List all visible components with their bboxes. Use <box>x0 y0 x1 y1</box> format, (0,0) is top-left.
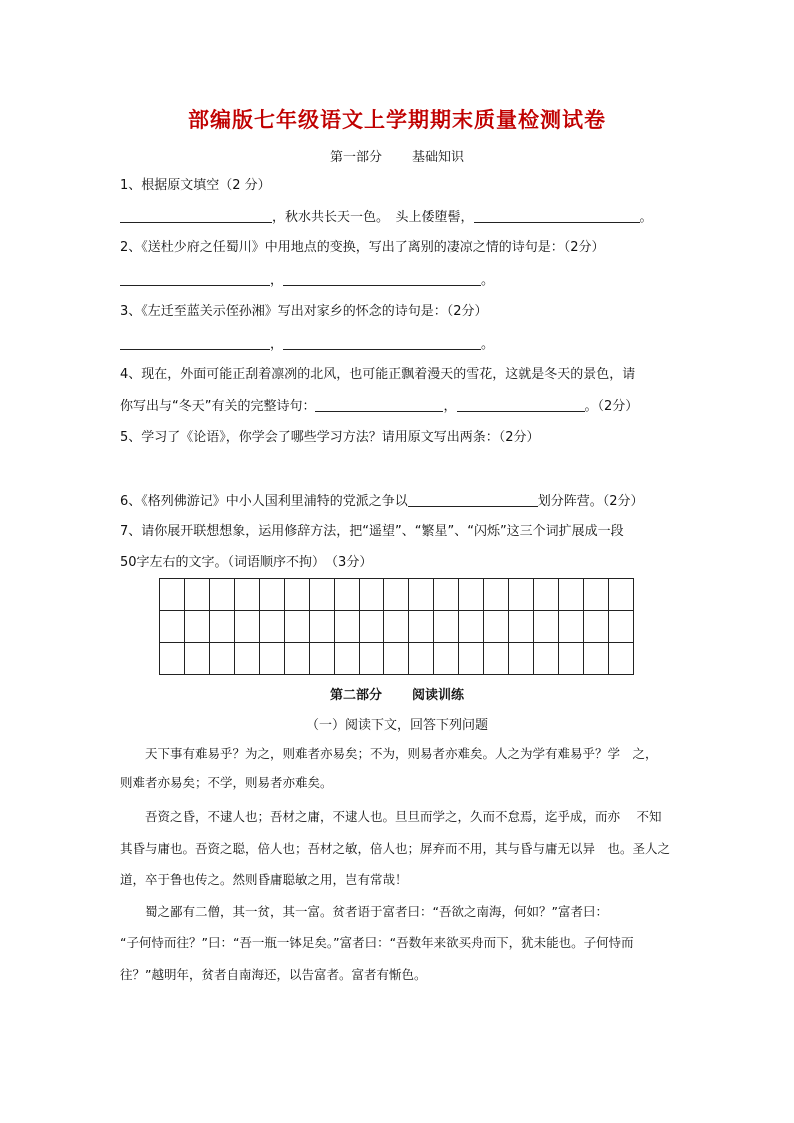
grid-cell[interactable] <box>359 643 384 675</box>
q4-fill-line <box>120 397 638 416</box>
grid-cell[interactable] <box>534 579 559 611</box>
grid-cell[interactable] <box>608 579 633 611</box>
grid-cell[interactable] <box>234 579 259 611</box>
grid-cell[interactable] <box>384 579 409 611</box>
grid-cell[interactable] <box>409 611 434 643</box>
grid-cell[interactable] <box>608 611 633 643</box>
grid-cell[interactable] <box>484 579 509 611</box>
grid-cell[interactable] <box>384 611 409 643</box>
reading1-p1-line1: 天下事有难易乎？为之，则难者亦易矣；不为，则易者亦难矣。人之为学有难易乎？学 之， <box>120 746 658 761</box>
grid-cell[interactable] <box>359 579 384 611</box>
grid-cell[interactable] <box>509 643 534 675</box>
q2-sep: ， <box>270 273 284 288</box>
grid-cell[interactable] <box>309 579 334 611</box>
q4-line1: 4、现在，外面可能正刮着凛冽的北风，也可能正飘着漫天的雪花，这就是冬天的景色，请 <box>120 367 636 382</box>
grid-cell[interactable] <box>484 611 509 643</box>
q6-line <box>120 492 644 511</box>
grid-row <box>160 643 634 675</box>
grid-cell[interactable] <box>309 643 334 675</box>
reading1-p2-line3: 道，卒于鲁也传之。然则昏庸聪敏之用，岂有常哉！ <box>120 872 408 887</box>
grid-cell[interactable] <box>359 611 384 643</box>
exam-title: 部编版七年级语文上学期期末质量检测试卷 <box>188 107 606 132</box>
grid-cell[interactable] <box>234 643 259 675</box>
q6-end: 划分阵营。（2分） <box>537 494 644 509</box>
q2-blank-2[interactable] <box>283 271 481 286</box>
grid-cell[interactable] <box>209 579 234 611</box>
grid-cell[interactable] <box>409 643 434 675</box>
q6-start: 6、《格列佛游记》中小人国利里浦特的党派之争以 <box>120 494 408 509</box>
q1-blank-2[interactable] <box>474 208 640 223</box>
reading1-p3-line3: 往？”越明年，贫者自南海还，以告富者。富者有惭色。 <box>120 967 427 982</box>
part2-heading <box>0 684 794 703</box>
q3-sep: ， <box>270 337 284 352</box>
q7-line2: 50字左右的文字。（词语顺序不拘） （3分） <box>120 555 373 570</box>
grid-cell[interactable] <box>209 643 234 675</box>
q7-line1: 7、请你展开联想想象，运用修辞方法，把“遥望”、“繁星”、“闪烁”这三个词扩展成一段 <box>120 524 624 539</box>
grid-cell[interactable] <box>160 643 185 675</box>
grid-cell[interactable] <box>484 643 509 675</box>
grid-cell[interactable] <box>583 611 608 643</box>
grid-cell[interactable] <box>384 643 409 675</box>
q1-prompt: 1、根据原文填空（2 分） <box>120 178 271 193</box>
q4-end: 。（2分） <box>584 399 639 414</box>
grid-cell[interactable] <box>259 579 284 611</box>
reading1-heading: （一）阅读下文，回答下列问题 <box>305 718 488 733</box>
grid-cell[interactable] <box>509 579 534 611</box>
q3-blank-1[interactable] <box>120 335 270 350</box>
reading1-p3-line1: 蜀之鄙有二僧，其一贫，其一富。贫者语于富者曰：“吾欲之南海，何如？”富者曰： <box>120 904 608 919</box>
grid-cell[interactable] <box>334 579 359 611</box>
q2-prompt: 2、《送杜少府之任蜀川》中用地点的变换，写出了离别的凄凉之情的诗句是：（2分） <box>120 240 605 255</box>
grid-cell[interactable] <box>459 579 484 611</box>
grid-cell[interactable] <box>583 643 608 675</box>
grid-cell[interactable] <box>509 611 534 643</box>
q5-prompt: 5、学习了《论语》，你学会了哪些学习方法？请用原文写出两条：（2分） <box>120 430 540 445</box>
grid-row <box>160 579 634 611</box>
part1-name: 基础知识 <box>412 150 465 165</box>
grid-cell[interactable] <box>409 579 434 611</box>
grid-cell[interactable] <box>434 611 459 643</box>
q4-blank-1[interactable] <box>315 397 443 412</box>
q1-blank-1[interactable] <box>120 208 272 223</box>
reading1-p2-line2: 其昏与庸也。吾资之聪，倍人也；吾材之敏，倍人也；屏弃而不用，其与昏与庸无以异 也。圣人之 <box>120 841 671 856</box>
grid-cell[interactable] <box>284 579 309 611</box>
q4-blank-2[interactable] <box>457 397 585 412</box>
q3-end: 。 <box>481 337 495 352</box>
q2-end: 。 <box>481 273 495 288</box>
writing-grid <box>159 578 634 675</box>
grid-cell[interactable] <box>534 643 559 675</box>
grid-cell[interactable] <box>334 643 359 675</box>
grid-cell[interactable] <box>608 643 633 675</box>
grid-cell[interactable] <box>209 611 234 643</box>
q4-line2-start: 你写出与“冬天”有关的完整诗句： <box>120 399 316 414</box>
q1-fill-line <box>120 208 653 227</box>
grid-cell[interactable] <box>184 611 209 643</box>
grid-cell[interactable] <box>334 611 359 643</box>
q3-blank-2[interactable] <box>283 335 481 350</box>
grid-cell[interactable] <box>559 611 584 643</box>
grid-cell[interactable] <box>534 611 559 643</box>
part2-name: 阅读训练 <box>412 688 465 703</box>
grid-cell[interactable] <box>459 643 484 675</box>
q2-fill-line <box>120 271 494 290</box>
q2-blank-1[interactable] <box>120 271 270 286</box>
grid-cell[interactable] <box>160 611 185 643</box>
part1-heading <box>0 146 794 165</box>
q3-prompt: 3、《左迁至蓝关示侄孙湘》写出对家乡的怀念的诗句是：（2分） <box>120 304 488 319</box>
grid-cell[interactable] <box>434 643 459 675</box>
grid-cell[interactable] <box>184 579 209 611</box>
grid-cell[interactable] <box>259 611 284 643</box>
grid-cell[interactable] <box>234 611 259 643</box>
grid-cell[interactable] <box>583 579 608 611</box>
grid-cell[interactable] <box>160 579 185 611</box>
grid-cell[interactable] <box>459 611 484 643</box>
grid-cell[interactable] <box>559 643 584 675</box>
q6-blank[interactable] <box>408 492 538 507</box>
grid-cell[interactable] <box>184 643 209 675</box>
q4-sep: ， <box>443 399 457 414</box>
grid-cell[interactable] <box>259 643 284 675</box>
q1-text-a: ，秋水共长天一色。 头上倭堕髻， <box>272 210 474 225</box>
grid-cell[interactable] <box>284 611 309 643</box>
reading1-p2-line1: 吾资之昏，不逮人也；吾材之庸，不逮人也。旦旦而学之，久而不怠焉，迄乎成，而亦 不知 <box>120 809 662 824</box>
reading1-p3-line2: “子何恃而往？”曰：“吾一瓶一钵足矣。”富者曰：“吾数年来欲买舟而下，犹未能也。子何恃而 <box>120 935 634 950</box>
grid-cell[interactable] <box>434 579 459 611</box>
reading1-p1-line2: 则难者亦易矣；不学，则易者亦难矣。 <box>120 775 333 790</box>
grid-cell[interactable] <box>559 579 584 611</box>
part1-label: 第一部分 <box>329 150 382 165</box>
grid-cell[interactable] <box>284 643 309 675</box>
q1-end: 。 <box>639 210 653 225</box>
q3-fill-line <box>120 335 494 354</box>
grid-row <box>160 611 634 643</box>
grid-cell[interactable] <box>309 611 334 643</box>
part2-label: 第二部分 <box>329 688 382 703</box>
